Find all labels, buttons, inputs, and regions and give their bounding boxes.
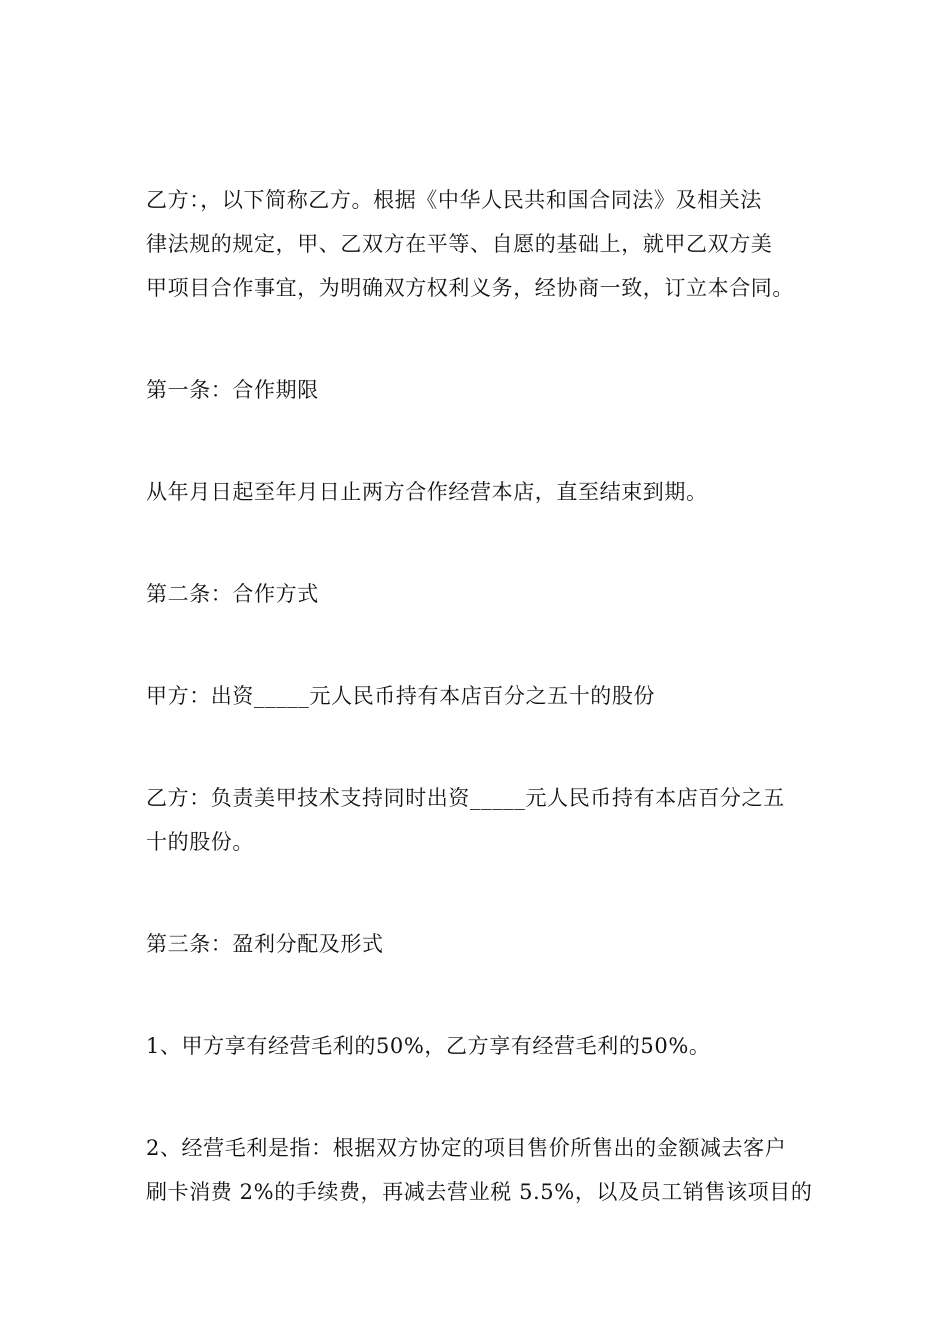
contract-page <box>146 178 813 1214</box>
article-2-party-b <box>146 776 810 864</box>
article-3-item-1: 1、甲方享有经营毛利的50%，乙方享有经营毛利的50%。 <box>146 1034 711 1058</box>
party-b-line-2: 十的股份。 <box>146 830 254 854</box>
intro-paragraph <box>146 178 810 310</box>
article-1-body: 从年月日起至年月日止两方合作经营本店，直至结束到期。 <box>146 480 708 504</box>
article-3-title: 第三条：盈利分配及形式 <box>146 932 384 956</box>
intro-line-1: 乙方：，以下简称乙方。根据《中华人民共和国合同法》及相关法 <box>146 188 762 212</box>
party-b-line-1: 乙方：负责美甲技术支持同时出资_____元人民币持有本店百分之五 <box>146 786 785 810</box>
article-1-title: 第一条：合作期限 <box>146 378 319 402</box>
article-2-title: 第二条：合作方式 <box>146 582 319 606</box>
intro-line-3: 甲项目合作事宜，为明确双方权利义务，经协商一致，订立本合同。 <box>146 276 794 300</box>
intro-line-2: 律法规的规定，甲、乙双方在平等、自愿的基础上，就甲乙双方美 <box>146 232 773 256</box>
article-2-party-a: 甲方：出资_____元人民币持有本店百分之五十的股份 <box>146 684 656 708</box>
item-2-line-2: 刷卡消费 2%的手续费，再减去营业税 5.5%，以及员工销售该项目的 <box>146 1180 813 1204</box>
item-2-line-1: 2、经营毛利是指：根据双方协定的项目售价所售出的金额减去客户 <box>146 1136 787 1160</box>
article-3-item-2 <box>146 1126 813 1214</box>
